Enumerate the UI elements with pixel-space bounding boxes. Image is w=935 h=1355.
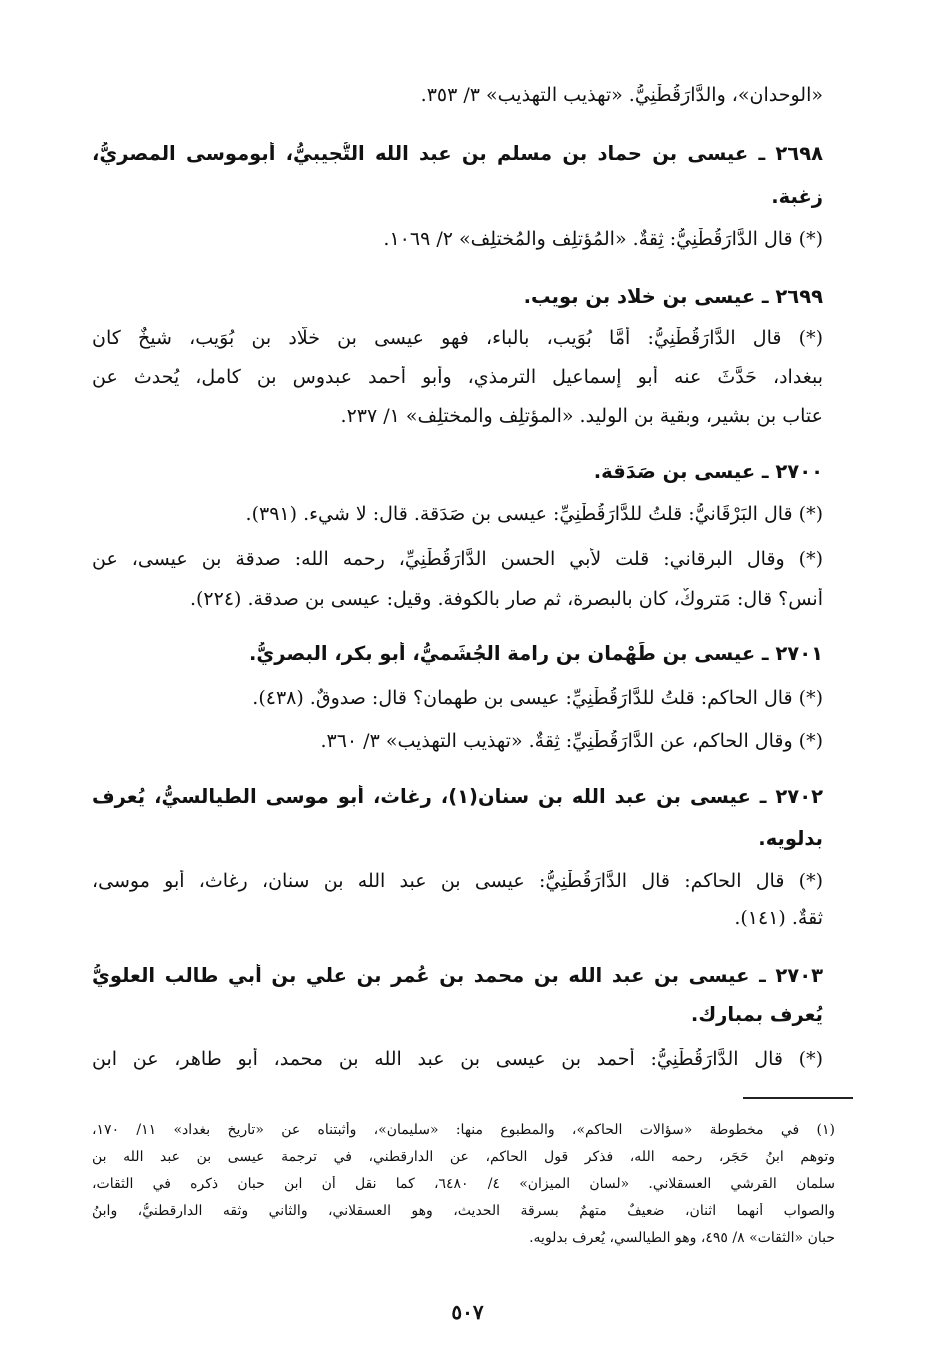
page-number: ٥٠٧ (451, 1300, 484, 1324)
entry-heading-2698: ٢٦٩٨ ـ عيسى بن حماد بن مسلم بن عبد الله التُّجيبيُّ، أبوموسى المصريُّ، (92, 142, 823, 165)
text-line: (*) قال الحاكم: قلتُ للدَّارَقُطْنِيِّ: عيسى بن طهمان؟ قال: صدوقٌ. (٤٣٨). (252, 687, 823, 709)
text-line: ببغداد، حَدَّثَ عنه أبو إسماعيل الترمذي، وأبو أحمد عبدوس بن كامل، يُحدث عن (92, 366, 823, 388)
entry-heading-2702-cont: بدلويه. (758, 827, 823, 850)
footnote-line: سلمان القرشي العسقلاني. «لسان الميزان» ٤/ ٦٤٨٠، كما نقل أن ابن حبان ذكره في الثقات، (92, 1176, 835, 1192)
entry-heading-2700: ٢٧٠٠ ـ عيسى بن صَدَقة. (593, 460, 823, 483)
footnote-divider (743, 1097, 853, 1099)
entry-heading-2698-cont: زغبة. (771, 185, 823, 208)
text-line: ثقةٌ. (١٤١). (734, 907, 823, 929)
text-line: (*) قال الدَّارَقُطْنِيُّ: أحمد بن عيسى بن عبد الله بن محمد، أبو طاهر، عن ابن (92, 1048, 823, 1070)
text-line: أنس؟ قال: مَتروكٌ، كان بالبصرة، ثم صار بالكوفة. وقيل: عيسى بن صدقة. (٢٢٤). (189, 588, 823, 610)
text-line: عتاب بن بشير، وبقية بن الوليد. «المؤتلِف والمختلِف» ١/ ٢٣٧. (340, 405, 823, 427)
entry-heading-2701: ٢٧٠١ ـ عيسى بن طَهْمان بن رامة الجُشَميُّ، أبو بكر، البصريُّ. (249, 642, 823, 665)
text-line: «الوحدان»، والدَّارَقُطْنِيُّ. «تهذيب التهذيب» ٣/ ٣٥٣. (420, 84, 823, 106)
footnote-line: (١) في مخطوطة «سؤالات الحاكم»، والمطبوع منها: «سليمان»، وأثبتناه عن «تاريخ بغداد» ١١/ ١٧٠، (92, 1122, 835, 1138)
text-line: (*) قال الحاكم: قال الدَّارَقُطْنِيُّ: عيسى بن عبد الله بن سنان، رغاث، أبو موسى، (92, 870, 823, 892)
entry-heading-2699: ٢٦٩٩ ـ عيسى بن خلاد بن بويب. (523, 285, 823, 308)
footnote-line: وتوهم ابنُ حَجَر، رحمه الله، فذكر قول الحاكم، عن الدارقطني، في ترجمة عيسى بن عبد الله بن (92, 1149, 835, 1165)
text-line: (*) قال الدَّارَقُطْنِيُّ: ثِقةٌ. «المُؤتلِف والمُختلِف» ٢/ ١٠٦٩. (383, 228, 823, 250)
entry-heading-2703-cont: يُعرف بمبارك. (690, 1003, 823, 1026)
text-line: (*) وقال الحاكم، عن الدَّارَقُطْنِيِّ: ثِقةٌ. «تهذيب التهذيب» ٣/ ٣٦٠. (320, 730, 823, 752)
entry-heading-2703: ٢٧٠٣ ـ عيسى بن عبد الله بن محمد بن عُمر بن علي بن أبي طالب العلويُّ (92, 964, 823, 987)
entry-heading-2702: ٢٧٠٢ ـ عيسى بن عبد الله بن سنان(١)، رغاث، أبو موسى الطيالسيُّ، يُعرف (92, 785, 823, 808)
footnote-line: حبان «الثقات» ٨/ ٤٩٥، وهو الطيالسي، يُعرف بدلويه. (529, 1230, 835, 1246)
text-line: (*) قال الدَّارَقُطْنِيُّ: أَمَّا بُوَيب، بالباء، فهو عيسى بن خلَّاد بن بُوَيب، شيخٌ كان (92, 327, 823, 349)
text-line: (*) وقال البرقاني: قلت لأبي الحسن الدَّارَقُطْنِيِّ، رحمه الله: صدقة بن عيسى، عن (92, 548, 823, 570)
footnote-line: والصواب أنهما اثنان، ضعيفٌ متهمٌ بسرقة الحديث، وهو العسقلاني، والثاني وثقه الدارقطنيُّ، وابنُ (92, 1203, 835, 1219)
text-line: (*) قال البَرْقَانيُّ: قلتُ للدَّارَقُطْنِيِّ: عيسى بن صَدَقة. قال: لا شيء. (٣٩١). (245, 503, 823, 525)
